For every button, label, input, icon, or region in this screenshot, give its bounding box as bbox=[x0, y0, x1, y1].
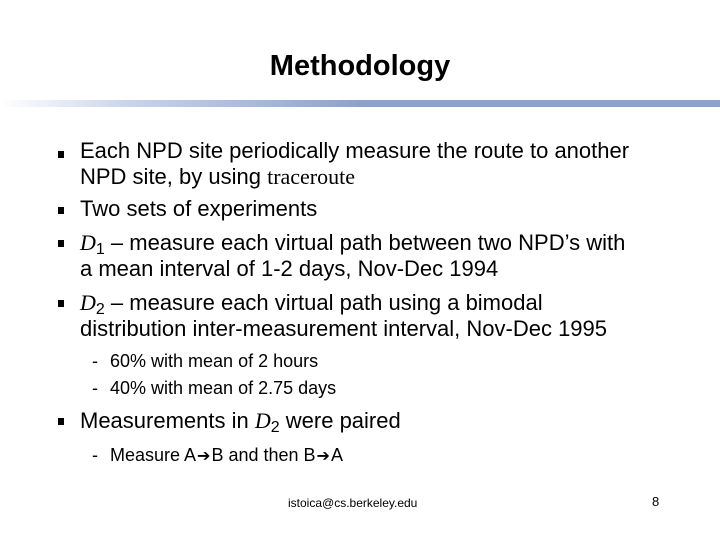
bullet-square-icon bbox=[58, 240, 64, 247]
page-number: 8 bbox=[652, 494, 660, 509]
bullet-4: $D_2$ – measure each virtual path using a bimodal distribution inter-measurement interval, Nov-Dec 1995 bbox=[80, 290, 608, 341]
bullet-square-icon bbox=[58, 418, 64, 425]
bullet-2: Two sets of experiments bbox=[80, 196, 318, 221]
sub-dash: - bbox=[92, 378, 98, 398]
sub-item-2: 40% with mean of 2.75 days bbox=[110, 378, 337, 398]
bullet-3: $D_1$ – measure each virtual path between two NPD’s with a mean interval of 1-2 days, Nov-Dec 1994 bbox=[80, 230, 626, 281]
sub-dash: - bbox=[92, 351, 98, 371]
bullet-square-icon bbox=[58, 151, 64, 158]
arrow-right-icon: ➔ bbox=[316, 448, 330, 465]
slide-title: Methodology bbox=[269, 50, 451, 82]
bullet-square-icon bbox=[58, 207, 64, 214]
sub-dash: - bbox=[92, 445, 98, 465]
title-divider bbox=[0, 100, 720, 107]
footer-email: istoica@cs.berkeley.edu bbox=[288, 496, 418, 510]
sub-item-3: Measure A➔B and then B➔A bbox=[110, 444, 343, 468]
bullet-1: Each NPD site periodically measure the route to another NPD site, by using traceroute bbox=[80, 138, 630, 189]
bullet-5: Measurements in $D_2$ were paired bbox=[80, 408, 401, 436]
bullet-square-icon bbox=[58, 300, 64, 307]
sub-item-1: 60% with mean of 2 hours bbox=[110, 351, 319, 371]
command-name: traceroute bbox=[267, 164, 356, 189]
arrow-right-icon: ➔ bbox=[197, 448, 211, 465]
